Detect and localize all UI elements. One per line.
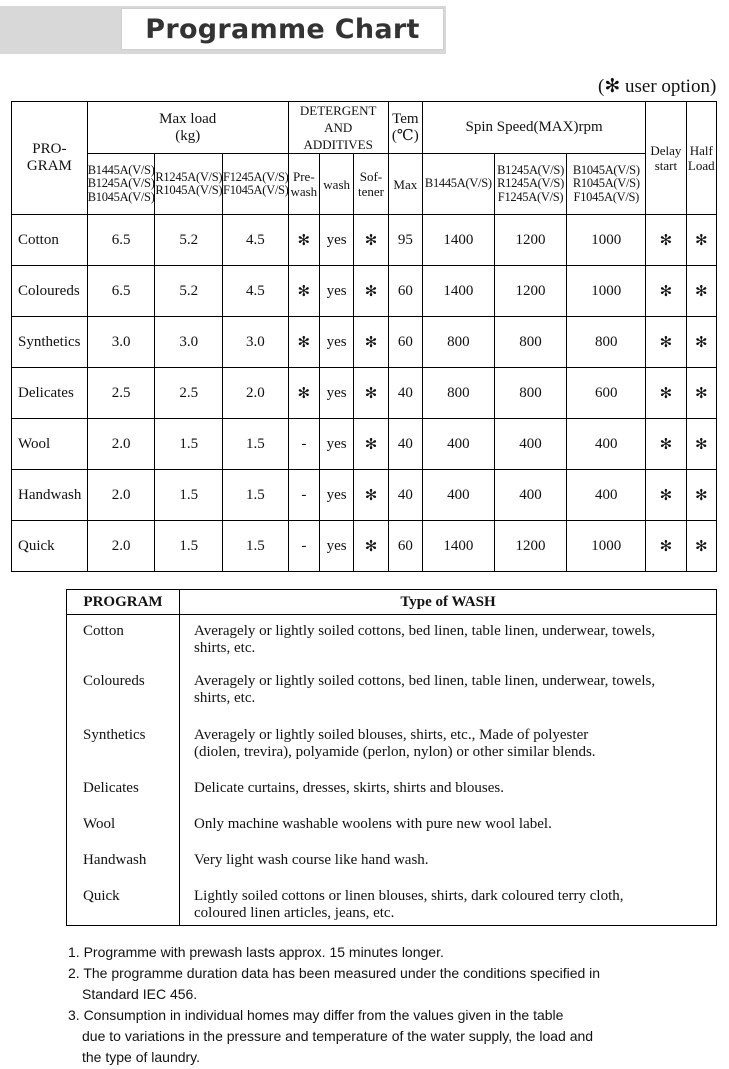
wash-description	[180, 615, 717, 669]
table-row	[12, 521, 717, 572]
spin-speed-cell: 800	[494, 317, 567, 368]
wash-cell: yes	[319, 215, 353, 266]
wash-description-line: shirts, etc.	[194, 640, 256, 656]
max-load-cell: 3.0	[223, 317, 289, 368]
temperature-header: Tem (℃)	[388, 102, 422, 154]
footnote-3-continued-2: the type of laundry.	[82, 1049, 201, 1065]
list-item	[67, 669, 717, 723]
spin-speed-cell: 600	[567, 368, 646, 419]
prewash-cell: ✻	[288, 215, 319, 266]
wash-program-name: Quick	[67, 884, 180, 926]
half-load-cell: ✻	[686, 266, 716, 317]
chart-header-row-2	[12, 154, 717, 215]
max-load-cell: 2.5	[155, 368, 223, 419]
wash-type-header: Type of WASH	[180, 590, 717, 615]
chart-header-row-1	[12, 102, 717, 154]
spin-model-group-1: B1445A(V/S)	[422, 154, 494, 215]
temperature-cell: 40	[388, 368, 422, 419]
wash-description-line: Averagely or lightly soiled cottons, bed linen, table linen, underwear, towels,	[194, 623, 656, 639]
delay-start-header: Delay start	[646, 102, 686, 215]
half-load-header: Half Load	[686, 102, 716, 215]
max-load-cell: 2.0	[87, 419, 155, 470]
softener-cell: ✻	[354, 521, 388, 572]
prewash-cell: -	[288, 521, 319, 572]
load-model-group-1: B1445A(V/S) B1245A(V/S) B1045A(V/S)	[87, 154, 155, 215]
half-load-cell: ✻	[686, 470, 716, 521]
table-row	[12, 266, 717, 317]
footnote-1: 1. Programme with prewash lasts approx. 15 minutes longer.	[68, 944, 444, 960]
spin-speed-cell: 400	[567, 470, 646, 521]
wash-program-name: Coloureds	[67, 669, 180, 723]
spin-speed-cell: 1200	[494, 215, 567, 266]
softener-cell: ✻	[354, 317, 388, 368]
footnote-3-continued: due to variations in the pressure and temperature of the water supply, the load and	[82, 1028, 594, 1044]
list-item	[67, 848, 717, 884]
temperature-cell: 40	[388, 470, 422, 521]
delay-start-cell: ✻	[646, 470, 686, 521]
max-load-cell: 5.2	[155, 266, 223, 317]
prewash-cell: ✻	[288, 368, 319, 419]
wash-description-line: Only machine washable woolens with pure new wool label.	[194, 815, 552, 832]
max-load-header: Max load (kg)	[87, 102, 288, 154]
max-load-cell: 4.5	[223, 215, 289, 266]
spin-model-group-3: B1045A(V/S) R1045A(V/S) F1045A(V/S)	[567, 154, 646, 215]
wash-description-line: Delicate curtains, dresses, skirts, shirts and blouses.	[194, 779, 504, 796]
temperature-max-header: Max	[388, 154, 422, 215]
table-row	[12, 317, 717, 368]
max-load-cell: 6.5	[87, 266, 155, 317]
temperature-cell: 95	[388, 215, 422, 266]
softener-cell: ✻	[354, 215, 388, 266]
max-load-cell: 2.5	[87, 368, 155, 419]
spin-speed-cell: 1000	[567, 266, 646, 317]
half-load-cell: ✻	[686, 521, 716, 572]
table-row	[12, 215, 717, 266]
temperature-cell: 60	[388, 266, 422, 317]
spin-speed-cell: 1400	[422, 266, 494, 317]
spin-speed-cell: 400	[494, 470, 567, 521]
table-row	[12, 368, 717, 419]
max-load-cell: 3.0	[155, 317, 223, 368]
max-load-cell: 1.5	[155, 470, 223, 521]
wash-cell: yes	[319, 317, 353, 368]
spin-speed-cell: 400	[494, 419, 567, 470]
max-load-cell: 3.0	[87, 317, 155, 368]
max-load-cell: 2.0	[87, 521, 155, 572]
footnote-2-continued: Standard IEC 456.	[82, 986, 198, 1002]
wash-program-name: Handwash	[67, 848, 180, 884]
wash-cell: yes	[319, 470, 353, 521]
detergent-header: DETERGENT AND ADDITIVES	[288, 102, 388, 154]
spin-speed-cell: 400	[422, 470, 494, 521]
wash-description-line: (diolen, trevira), polyamide (perlon, nylon) or other similar blends.	[194, 743, 596, 760]
wash-description	[180, 848, 717, 884]
half-load-cell: ✻	[686, 317, 716, 368]
spin-speed-cell: 800	[422, 368, 494, 419]
wash-cell: yes	[319, 521, 353, 572]
programme-chart-table	[11, 101, 717, 572]
max-load-cell: 5.2	[155, 215, 223, 266]
wash-program-name: Delicates	[67, 776, 180, 812]
wash-description	[180, 884, 717, 926]
load-model-group-3: F1245A(V/S) F1045A(V/S)	[223, 154, 289, 215]
max-load-cell: 1.5	[223, 419, 289, 470]
user-option-note: (✻ user option)	[598, 76, 717, 97]
program-name-cell: Cotton	[12, 215, 88, 266]
wash-description-line: Lightly soiled cottons or linen blouses, shirts, dark coloured terry cloth,	[194, 887, 624, 904]
spin-speed-cell: 1400	[422, 521, 494, 572]
max-load-cell: 6.5	[87, 215, 155, 266]
program-name-cell: Wool	[12, 419, 88, 470]
spin-speed-cell: 400	[422, 419, 494, 470]
wash-cell: yes	[319, 368, 353, 419]
table-row	[12, 419, 717, 470]
spin-speed-cell: 1200	[494, 266, 567, 317]
temperature-cell: 60	[388, 317, 422, 368]
footnotes	[68, 942, 718, 1068]
wash-cell: yes	[319, 419, 353, 470]
wash-description-line: Averagely or lightly soiled cottons, bed linen, table linen, underwear, towels,	[194, 672, 656, 689]
max-load-cell: 1.5	[223, 521, 289, 572]
spin-speed-cell: 1200	[494, 521, 567, 572]
wash-header-row	[67, 590, 717, 615]
spin-speed-cell: 1000	[567, 215, 646, 266]
delay-start-cell: ✻	[646, 317, 686, 368]
wash-description-line: Averagely or lightly soiled blouses, shirts, etc., Made of polyester	[194, 726, 589, 743]
footnote-3: 3. Consumption in individual homes may differ from the values given in the table	[68, 1007, 564, 1023]
wash-description	[180, 669, 717, 723]
max-load-cell: 1.5	[155, 521, 223, 572]
softener-header: Sof- tener	[354, 154, 388, 215]
wash-description-line: shirts, etc.	[194, 689, 256, 706]
prewash-cell: ✻	[288, 317, 319, 368]
half-load-cell: ✻	[686, 215, 716, 266]
program-header: PRO- GRAM	[12, 102, 88, 215]
program-name-cell: Quick	[12, 521, 88, 572]
wash-header: wash	[319, 154, 353, 215]
half-load-cell: ✻	[686, 368, 716, 419]
page-title: Programme Chart	[145, 13, 420, 45]
spin-speed-header: Spin Speed(MAX)rpm	[422, 102, 645, 154]
wash-body	[67, 615, 717, 926]
delay-start-cell: ✻	[646, 419, 686, 470]
delay-start-cell: ✻	[646, 215, 686, 266]
spin-speed-cell: 800	[567, 317, 646, 368]
wash-program-name: Wool	[67, 812, 180, 848]
list-item	[67, 884, 717, 926]
softener-cell: ✻	[354, 470, 388, 521]
max-load-cell: 2.0	[87, 470, 155, 521]
delay-start-cell: ✻	[646, 521, 686, 572]
wash-program-name: Cotton	[67, 615, 180, 669]
wash-program-name: Synthetics	[67, 723, 180, 776]
list-item	[67, 723, 717, 776]
title-box	[121, 8, 444, 50]
temperature-cell: 60	[388, 521, 422, 572]
spin-speed-cell: 1000	[567, 521, 646, 572]
spin-speed-cell: 800	[422, 317, 494, 368]
temperature-cell: 40	[388, 419, 422, 470]
wash-type-table	[66, 589, 717, 926]
softener-cell: ✻	[354, 419, 388, 470]
softener-cell: ✻	[354, 368, 388, 419]
softener-cell: ✻	[354, 266, 388, 317]
program-name-cell: Handwash	[12, 470, 88, 521]
spin-speed-cell: 800	[494, 368, 567, 419]
delay-start-cell: ✻	[646, 266, 686, 317]
max-load-cell: 1.5	[155, 419, 223, 470]
prewash-cell: ✻	[288, 266, 319, 317]
load-model-group-2: R1245A(V/S) R1045A(V/S)	[155, 154, 223, 215]
wash-description	[180, 812, 717, 848]
prewash-header: Pre- wash	[288, 154, 319, 215]
program-name-cell: Delicates	[12, 368, 88, 419]
spin-model-group-2: B1245A(V/S) R1245A(V/S) F1245A(V/S)	[494, 154, 567, 215]
table-row	[12, 470, 717, 521]
wash-program-header: PROGRAM	[67, 590, 180, 615]
delay-start-cell: ✻	[646, 368, 686, 419]
program-name-cell: Coloureds	[12, 266, 88, 317]
half-load-cell: ✻	[686, 419, 716, 470]
wash-description-line: coloured linen articles, jeans, etc.	[194, 904, 395, 921]
max-load-cell: 1.5	[223, 470, 289, 521]
wash-description	[180, 776, 717, 812]
prewash-cell: -	[288, 470, 319, 521]
list-item	[67, 615, 717, 669]
spin-speed-cell: 400	[567, 419, 646, 470]
spin-speed-cell: 1400	[422, 215, 494, 266]
max-load-cell: 4.5	[223, 266, 289, 317]
wash-description-line: Very light wash course like hand wash.	[194, 851, 429, 868]
chart-body	[12, 215, 717, 572]
footnote-2: 2. The programme duration data has been measured under the conditions specified in	[68, 965, 601, 981]
max-load-cell: 2.0	[223, 368, 289, 419]
wash-cell: yes	[319, 266, 353, 317]
wash-description	[180, 723, 717, 776]
prewash-cell: -	[288, 419, 319, 470]
list-item	[67, 812, 717, 848]
program-name-cell: Synthetics	[12, 317, 88, 368]
list-item	[67, 776, 717, 812]
